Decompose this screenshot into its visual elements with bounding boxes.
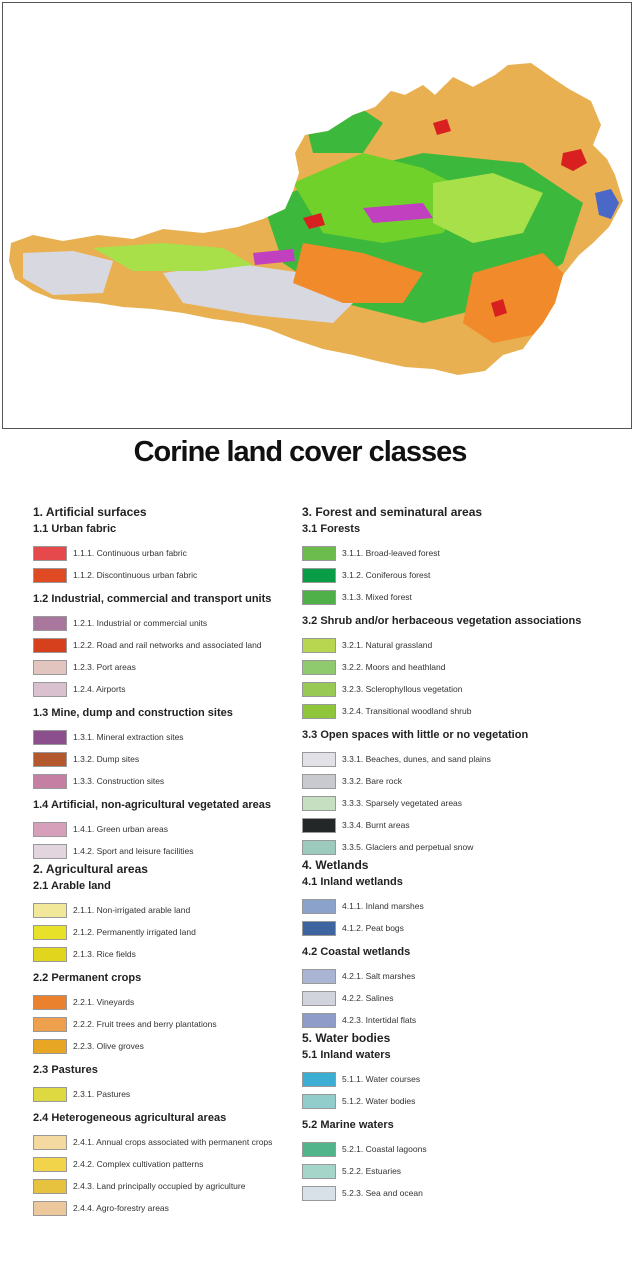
legend-swatch bbox=[33, 660, 67, 675]
legend-swatch bbox=[302, 899, 336, 914]
legend-item-label: 3.2.4. Transitional woodland shrub bbox=[342, 706, 472, 716]
legend-item bbox=[302, 748, 632, 770]
legend-item-label: 5.2.3. Sea and ocean bbox=[342, 1188, 423, 1198]
legend-item bbox=[33, 1035, 333, 1057]
legend-item-label: 2.4.3. Land principally occupied by agriculture bbox=[73, 1181, 246, 1191]
legend-item-label: 1.4.2. Sport and leisure facilities bbox=[73, 846, 194, 856]
legend-item-label: 3.3.3. Sparsely vegetated areas bbox=[342, 798, 463, 808]
legend-item-label: 2.4.2. Complex cultivation patterns bbox=[73, 1159, 204, 1169]
legend-item-label: 1.3.1. Mineral extraction sites bbox=[73, 732, 184, 742]
legend-item bbox=[33, 1153, 333, 1175]
legend-swatch bbox=[302, 818, 336, 833]
legend-swatch bbox=[33, 1157, 67, 1172]
legend-swatch bbox=[33, 822, 67, 837]
legend-item-label: 2.2.3. Olive groves bbox=[73, 1041, 144, 1051]
legend-item-label: 2.3.1. Pastures bbox=[73, 1089, 131, 1099]
legend-item bbox=[33, 678, 333, 700]
legend-item bbox=[33, 1083, 333, 1105]
legend-item-label: 5.2.1. Coastal lagoons bbox=[342, 1144, 427, 1154]
legend-level2-heading: 1.4 Artificial, non-agricultural vegetated areas bbox=[33, 799, 272, 811]
legend-level1-heading: 5. Water bodies bbox=[302, 1031, 391, 1045]
legend-swatch bbox=[302, 704, 336, 719]
legend-swatch bbox=[302, 590, 336, 605]
legend-swatch bbox=[302, 638, 336, 653]
legend-level1-heading: 2. Agricultural areas bbox=[33, 862, 148, 876]
legend-swatch bbox=[302, 921, 336, 936]
legend-item bbox=[302, 564, 632, 586]
legend-item-label: 1.4.1. Green urban areas bbox=[73, 824, 168, 834]
legend-swatch bbox=[302, 840, 336, 855]
legend-item-label: 1.1.2. Discontinuous urban fabric bbox=[73, 570, 198, 580]
legend-level2-heading: 4.1 Inland wetlands bbox=[302, 876, 403, 888]
legend-level1-heading: 3. Forest and seminatural areas bbox=[302, 505, 483, 519]
legend-item bbox=[33, 656, 333, 678]
legend-swatch bbox=[33, 616, 67, 631]
legend-item bbox=[33, 726, 333, 748]
legend-item-label: 1.2.4. Airports bbox=[73, 684, 126, 694]
legend-item bbox=[302, 770, 632, 792]
legend-item-label: 5.2.2. Estuaries bbox=[342, 1166, 402, 1176]
legend-item-label: 4.1.2. Peat bogs bbox=[342, 923, 404, 933]
legend-swatch bbox=[33, 1017, 67, 1032]
legend-swatch bbox=[33, 730, 67, 745]
legend-item-label: 2.2.2. Fruit trees and berry plantations bbox=[73, 1019, 217, 1029]
legend-swatch bbox=[33, 1087, 67, 1102]
legend-item bbox=[302, 836, 632, 858]
legend-item bbox=[33, 921, 333, 943]
legend-item bbox=[302, 678, 632, 700]
legend-swatch bbox=[33, 947, 67, 962]
legend-level2-heading: 1.2 Industrial, commercial and transport units bbox=[33, 593, 272, 605]
legend-column-right bbox=[302, 505, 632, 1204]
legend-level2-heading: 1.1 Urban fabric bbox=[33, 523, 117, 535]
legend-swatch bbox=[33, 1039, 67, 1054]
legend-swatch bbox=[33, 568, 67, 583]
legend-item-label: 2.1.1. Non-irrigated arable land bbox=[73, 905, 191, 915]
legend-item-label: 4.2.1. Salt marshes bbox=[342, 971, 416, 981]
legend-item-label: 2.4.1. Annual crops associated with permanent crops bbox=[73, 1137, 273, 1147]
legend-item bbox=[302, 1009, 632, 1031]
legend-swatch bbox=[33, 903, 67, 918]
legend-title: Corine land cover classes bbox=[133, 436, 467, 468]
map-frame bbox=[2, 2, 632, 429]
legend-item bbox=[33, 1131, 333, 1153]
legend-item-label: 2.1.2. Permanently irrigated land bbox=[73, 927, 196, 937]
legend-item bbox=[302, 700, 632, 722]
legend-item-label: 1.2.3. Port areas bbox=[73, 662, 136, 672]
legend-swatch bbox=[302, 1164, 336, 1179]
legend-item-label: 1.2.1. Industrial or commercial units bbox=[73, 618, 208, 628]
legend-swatch bbox=[302, 1186, 336, 1201]
legend-item-label: 5.1.2. Water bodies bbox=[342, 1096, 416, 1106]
legend-swatch bbox=[302, 774, 336, 789]
legend-swatch bbox=[302, 1142, 336, 1157]
legend-item-label: 3.2.3. Sclerophyllous vegetation bbox=[342, 684, 463, 694]
legend-item bbox=[33, 1197, 333, 1219]
legend-level2-heading: 5.2 Marine waters bbox=[302, 1119, 394, 1131]
legend-level1-heading: 4. Wetlands bbox=[302, 858, 369, 872]
legend-item-label: 1.1.1. Continuous urban fabric bbox=[73, 548, 187, 558]
legend-item-label: 3.2.1. Natural grassland bbox=[342, 640, 433, 650]
legend-item-label: 3.3.4. Burnt areas bbox=[342, 820, 410, 830]
legend-swatch bbox=[302, 1094, 336, 1109]
legend-swatch bbox=[302, 752, 336, 767]
legend-item bbox=[302, 634, 632, 656]
legend-swatch bbox=[33, 1135, 67, 1150]
legend-item bbox=[302, 965, 632, 987]
legend-level2-heading: 2.2 Permanent crops bbox=[33, 972, 142, 984]
legend-swatch bbox=[302, 568, 336, 583]
legend-item bbox=[302, 542, 632, 564]
legend-swatch bbox=[302, 1013, 336, 1028]
legend-item-label: 4.2.2. Salines bbox=[342, 993, 394, 1003]
legend-level2-heading: 2.1 Arable land bbox=[33, 880, 111, 892]
legend-swatch bbox=[302, 546, 336, 561]
legend-item bbox=[302, 792, 632, 814]
legend-item bbox=[302, 1160, 632, 1182]
legend-swatch bbox=[33, 995, 67, 1010]
legend-swatch bbox=[33, 752, 67, 767]
legend-item-label: 4.2.3. Intertidal flats bbox=[342, 1015, 417, 1025]
legend-item bbox=[302, 895, 632, 917]
legend-swatch bbox=[302, 1072, 336, 1087]
legend-level2-heading: 3.2 Shrub and/or herbaceous vegetation associations bbox=[302, 615, 582, 627]
legend-item-label: 1.3.2. Dump sites bbox=[73, 754, 140, 764]
legend-item bbox=[33, 770, 333, 792]
legend-item-label: 3.1.1. Broad-leaved forest bbox=[342, 548, 440, 558]
legend-item bbox=[302, 1138, 632, 1160]
legend-item bbox=[302, 917, 632, 939]
legend-swatch bbox=[302, 991, 336, 1006]
legend-item-label: 2.1.3. Rice fields bbox=[73, 949, 136, 959]
legend-item-label: 3.2.2. Moors and heathland bbox=[342, 662, 446, 672]
legend-item-label: 1.2.2. Road and rail networks and associated land bbox=[73, 640, 262, 650]
legend-swatch bbox=[33, 1201, 67, 1216]
legend-item-label: 3.3.1. Beaches, dunes, and sand plains bbox=[342, 754, 491, 764]
legend-column-left bbox=[33, 505, 333, 1219]
legend-item-label: 1.3.3. Construction sites bbox=[73, 776, 165, 786]
legend-item bbox=[302, 987, 632, 1009]
legend-item bbox=[302, 586, 632, 608]
legend-item-label: 5.1.1. Water courses bbox=[342, 1074, 421, 1084]
legend-item-label: 3.1.3. Mixed forest bbox=[342, 592, 412, 602]
legend-item bbox=[33, 634, 333, 656]
legend-item bbox=[33, 818, 333, 840]
legend-level2-heading: 5.1 Inland waters bbox=[302, 1049, 391, 1061]
legend-level2-heading: 2.3 Pastures bbox=[33, 1064, 98, 1076]
legend-swatch bbox=[302, 682, 336, 697]
legend-item bbox=[33, 1013, 333, 1035]
legend-level2-heading: 3.1 Forests bbox=[302, 523, 361, 535]
legend-item bbox=[302, 656, 632, 678]
legend-swatch bbox=[302, 660, 336, 675]
legend-level2-heading: 4.2 Coastal wetlands bbox=[302, 946, 411, 958]
legend-swatch bbox=[302, 969, 336, 984]
map-land-cover bbox=[3, 3, 631, 428]
legend-swatch bbox=[33, 774, 67, 789]
legend-swatch bbox=[33, 638, 67, 653]
legend-item bbox=[33, 991, 333, 1013]
legend-item bbox=[33, 1175, 333, 1197]
legend-item bbox=[33, 612, 333, 634]
legend-item bbox=[302, 814, 632, 836]
legend-item bbox=[33, 748, 333, 770]
legend-swatch bbox=[302, 796, 336, 811]
legend-item bbox=[33, 542, 333, 564]
legend-item bbox=[33, 840, 333, 862]
legend-swatch bbox=[33, 844, 67, 859]
legend-item-label: 3.3.2. Bare rock bbox=[342, 776, 403, 786]
legend-level1-heading: 1. Artificial surfaces bbox=[33, 505, 147, 519]
legend-item bbox=[302, 1068, 632, 1090]
legend-swatch bbox=[33, 546, 67, 561]
legend-item bbox=[302, 1182, 632, 1204]
legend-item bbox=[33, 564, 333, 586]
legend-item-label: 4.1.1. Inland marshes bbox=[342, 901, 424, 911]
legend-item-label: 3.1.2. Coniferous forest bbox=[342, 570, 431, 580]
legend-swatch bbox=[33, 1179, 67, 1194]
legend-item-label: 2.2.1. Vineyards bbox=[73, 997, 135, 1007]
legend-level2-heading: 2.4 Heterogeneous agricultural areas bbox=[33, 1112, 227, 1124]
legend-item bbox=[33, 899, 333, 921]
legend-item bbox=[302, 1090, 632, 1112]
legend-level2-heading: 3.3 Open spaces with little or no vegetation bbox=[302, 729, 529, 741]
legend-level2-heading: 1.3 Mine, dump and construction sites bbox=[33, 707, 233, 719]
legend-item-label: 3.3.5. Glaciers and perpetual snow bbox=[342, 842, 474, 852]
austria-land-cover-map bbox=[3, 3, 631, 428]
legend-swatch bbox=[33, 925, 67, 940]
legend-swatch bbox=[33, 682, 67, 697]
legend-item bbox=[33, 943, 333, 965]
legend-item-label: 2.4.4. Agro-forestry areas bbox=[73, 1203, 169, 1213]
